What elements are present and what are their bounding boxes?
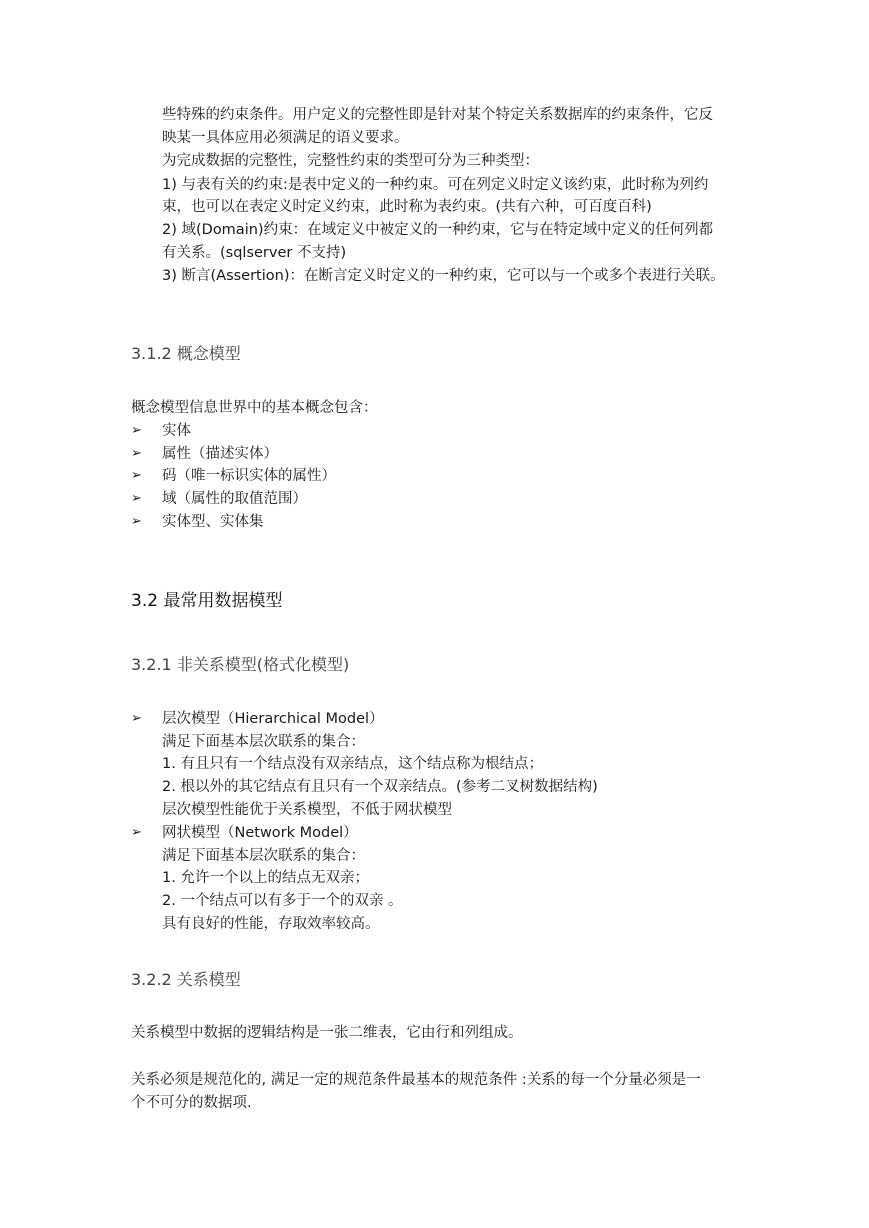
intro-line-2: 映某一具体应用必须满足的语义要求。: [162, 130, 409, 146]
concept-bullet-2: 属性（描述实体）: [162, 446, 278, 462]
hierarchical-line-4: 层次模型性能优于关系模型，不低于网状模型: [162, 802, 452, 818]
heading-3-2: 3.2 最常用数据模型: [131, 591, 283, 611]
relational-para-2b: 个不可分的数据项.: [131, 1095, 252, 1111]
constraint-item-2a: 2) 域(Domain)约束：在域定义中被定义的一种约束，它与在特定域中定义的任何列都: [162, 222, 714, 238]
bullet-icon: ➢: [131, 423, 142, 438]
network-line-3: 2. 一个结点可以有多于一个的双亲 。: [162, 893, 403, 909]
bullet-icon: ➢: [131, 711, 142, 726]
intro-line-3: 为完成数据的完整性，完整性约束的类型可分为三种类型：: [162, 153, 539, 169]
constraint-item-3: 3) 断言(Assertion)：在断言定义时定义的一种约束，它可以与一个或多个表进行关联。: [162, 268, 725, 284]
relational-para-2a: 关系必须是规范化的, 满足一定的规范条件最基本的规范条件 :关系的每一个分量必须是一: [131, 1072, 701, 1088]
constraint-item-2b: 有关系。(sqlserver 不支持): [162, 245, 347, 261]
hierarchical-title: 层次模型（Hierarchical Model）: [162, 711, 384, 727]
concept-intro: 概念模型信息世界中的基本概念包含：: [131, 400, 378, 416]
hierarchical-line-1: 满足下面基本层次联系的集合：: [162, 734, 365, 750]
concept-bullet-1: 实体: [162, 423, 191, 439]
heading-3-1-2: 3.1.2 概念模型: [131, 344, 241, 363]
concept-bullet-3: 码（唯一标识实体的属性）: [162, 468, 336, 484]
network-line-4: 具有良好的性能，存取效率较高。: [162, 916, 380, 932]
bullet-icon: ➢: [131, 468, 142, 483]
network-line-2: 1. 允许一个以上的结点无双亲；: [162, 870, 369, 886]
concept-bullet-5: 实体型、实体集: [162, 514, 264, 530]
bullet-icon: ➢: [131, 491, 142, 506]
relational-para-1: 关系模型中数据的逻辑结构是一张二维表，它由行和列组成。: [131, 1025, 523, 1041]
constraint-item-1b: 束，也可以在表定义时定义约束，此时称为表约束。(共有六种，可百度百科): [162, 199, 652, 215]
bullet-icon: ➢: [131, 446, 142, 461]
network-line-1: 满足下面基本层次联系的集合：: [162, 848, 365, 864]
heading-3-2-1: 3.2.1 非关系模型(格式化模型): [131, 655, 350, 674]
hierarchical-line-3: 2. 根以外的其它结点有且只有一个双亲结点。(参考二叉树数据结构): [162, 779, 598, 795]
concept-bullet-4: 域（属性的取值范围）: [162, 491, 307, 507]
hierarchical-line-2: 1. 有且只有一个结点没有双亲结点，这个结点称为根结点；: [162, 756, 543, 772]
constraint-item-1a: 1) 与表有关的约束:是表中定义的一种约束。可在列定义时定义该约束，此时称为列约: [162, 177, 709, 193]
bullet-icon: ➢: [131, 825, 142, 840]
network-title: 网状模型（Network Model）: [162, 825, 358, 841]
intro-line-1: 些特殊的约束条件。用户定义的完整性即是针对某个特定关系数据库的约束条件，它反: [162, 107, 713, 123]
heading-3-2-2: 3.2.2 关系模型: [131, 970, 241, 989]
bullet-icon: ➢: [131, 514, 142, 529]
